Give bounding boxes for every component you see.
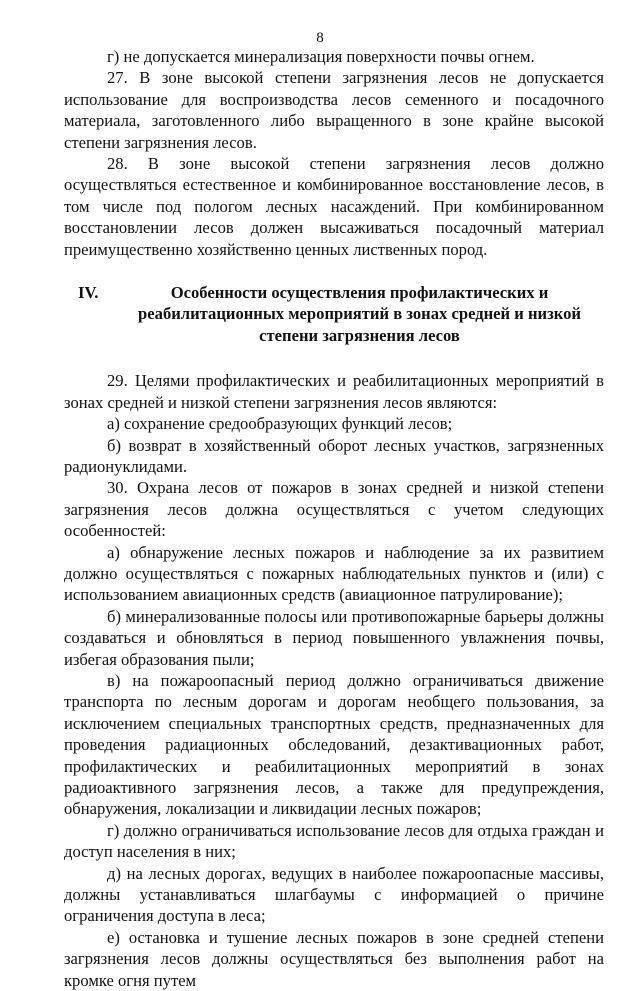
section-title: Особенности осуществления профилактических и реабилитационных мероприятий в зонах средней и низкой степени загрязнения лесов [138, 283, 581, 345]
paragraph-item-g-top: г) не допускается минерализация поверхности почвы огнем. [107, 47, 535, 66]
paragraph-28: 28. В зоне высокой степени загрязнения лесов должно осуществляться естественное и комбинированное восстановление лесов, в том числе под пологом лесных насаждений. При комбинированном восстановлении лесов должен высаживаться посадочный материал преимущественно хозяйственно ценных лиственных пород. [64, 154, 604, 259]
paragraph-30-v: в) на пожароопасный период должно ограничиваться движение транспорта по лесным дорогам и дорогам необщего пользования, за исключением специальных транспортных средств, предназначенных для проведения радиационных обследований, дезактивационных работ, профилактических и реабилитационных мероприятий в зонах радиоактивного загрязнения лесов, а также для предупреждения, обнаружения, локализации и ликвидации лесных пожаров; [64, 670, 604, 819]
paragraph-30-b: б) минерализованные полосы или противопожарные барьеры должны создаваться и обновляться в период повышенного увлажнения почвы, избегая образования пыли; [64, 606, 604, 669]
paragraph-30-g: г) должно ограничиваться использование лесов для отдыха граждан и доступ населения в них; [64, 820, 604, 862]
paragraph-29: 29. Целями профилактических и реабилитационных мероприятий в зонах средней и низкой степени загрязнения лесов являются: [64, 371, 604, 412]
paragraph-29-b: б) возврат в хозяйственный оборот лесных участков, загрязненных радионуклидами. [64, 435, 604, 476]
paragraph-30: 30. Охрана лесов от пожаров в зонах средней и низкой степени загрязнения лесов должна осуществляться с учетом следующих особенностей: [64, 478, 604, 541]
document-body [64, 46, 604, 991]
section-heading [64, 282, 604, 346]
page-number: 8 [316, 30, 324, 46]
paragraph-30-a: а) обнаружение лесных пожаров и наблюдение за их развитием должно осуществляться с пожарных наблюдательных пунктов и (или) с использованием авиационных средств (авиационное патрулирование); [64, 542, 604, 605]
paragraph-30-e: е) остановка и тушение лесных пожаров в зоне средней степени загрязнения лесов должны осуществляться без выполнения работ на кромке огня путем [64, 927, 604, 990]
section-number: IV. [78, 283, 99, 303]
paragraph-30-d: д) на лесных дорогах, ведущих в наиболее пожароопасные массивы, должны устанавливаться шлагбаумы с информацией о причине ограничения доступа в леса; [64, 863, 604, 926]
paragraph-27: 27. В зоне высокой степени загрязнения лесов не допускается использование для воспроизводства лесов семенного и посадочного материала, заготовленного либо выращенного в зоне крайне высокой степени загрязнения лесов. [64, 68, 604, 152]
paragraph-29-a: а) сохранение средообразующих функций лесов; [107, 414, 453, 434]
